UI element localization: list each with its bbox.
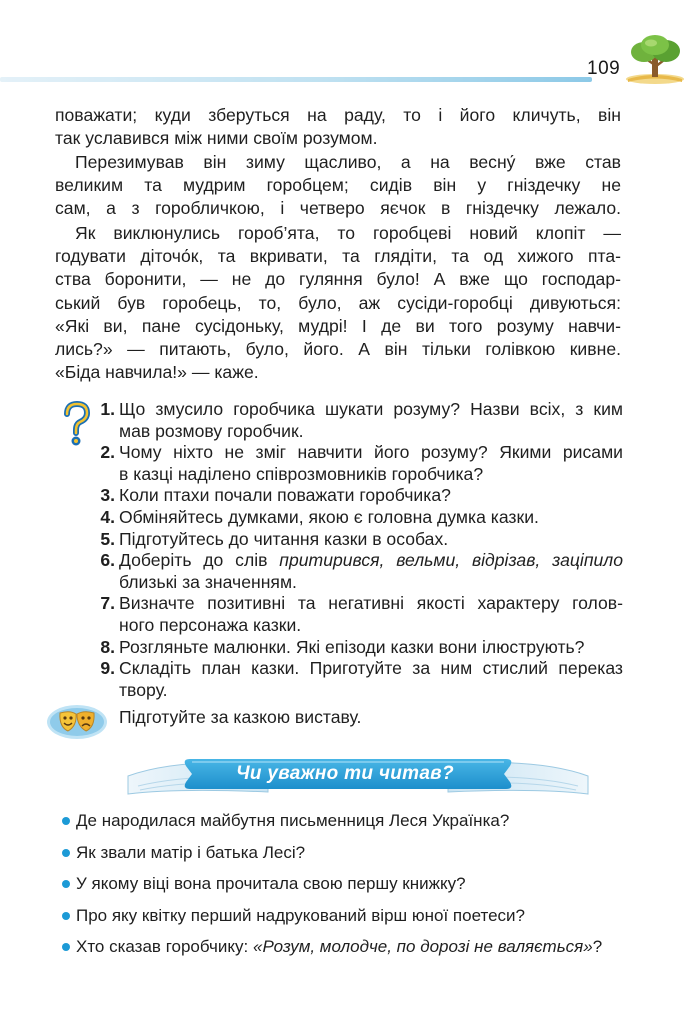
story-line: Як виклюнулись гороб’ята, то горобцеві новий клопіт —: [75, 223, 621, 243]
question-item: [91, 442, 623, 485]
question-text-italic: притирився, вельми, відрізав, заціпило: [279, 550, 624, 571]
story-line: Перезимував він зиму щасливо, а на весну́ вже став: [75, 152, 621, 172]
bullet-dot-icon: [62, 817, 70, 825]
question-text: Чому ніхто не зміг навчити його розуму? Якими рисами: [119, 442, 623, 463]
questions-list: [91, 399, 623, 701]
bullet-dot-icon: [62, 880, 70, 888]
story-paragraph-3: [55, 222, 621, 384]
bullet-dot-icon: [62, 943, 70, 951]
question-item: [91, 593, 623, 636]
question-text: твору.: [119, 679, 168, 700]
question-text: ного персонажа казки.: [119, 614, 302, 635]
question-number: 9.: [100, 658, 115, 679]
question-item: [91, 529, 623, 551]
question-text: Складіть план казки. Приготуйте за ним стислий переказ: [119, 658, 623, 679]
question-number: 7.: [100, 593, 115, 614]
question-text: Визначте позитивні та негативні якості характеру голов-: [119, 593, 623, 614]
question-text: близькі за значенням.: [119, 571, 297, 592]
question-text: [119, 550, 623, 572]
story-line: ства боронити, — не до гуляння було! А вже що господар-: [55, 269, 621, 290]
story-line: «Які ви, пане сусідоньку, мудрі! І де ви того розуму навчи-: [55, 315, 621, 336]
story-line: великим та мудрим горобцем; сидів він у гніздечку не: [55, 175, 621, 196]
story-line: лись?» — питають, було, його. А він тільки голівкою кивне.: [55, 339, 621, 360]
question-item: [91, 658, 623, 701]
quiz-text-plain: Хто сказав горобчику:: [76, 937, 253, 956]
story-line: так уславився між ними своїм розумом.: [55, 128, 378, 149]
story-line: сам, а з горобличкою, і четверо яєчок в гніздечку лежало.: [55, 198, 621, 219]
question-text: Підготуйтесь до читання казки в особах.: [119, 528, 449, 549]
bullet-dot-icon: [62, 912, 70, 920]
quiz-text-italic: «Розум, молодче, по дорозі не валяється»: [252, 937, 593, 956]
question-item: [91, 637, 623, 659]
question-item: [91, 485, 623, 507]
question-text: Коли птахи почали поважати горобчика?: [119, 485, 451, 506]
quiz-text: У якому віці вона прочитала свою першу книжку?: [76, 874, 466, 893]
quiz-text-plain: ?: [592, 937, 603, 956]
quiz-text: Як звали матір і батька Лесі?: [76, 842, 306, 862]
question-item: [91, 507, 623, 529]
story-line: «Біда навчила!» — каже.: [55, 362, 259, 383]
question-item: [91, 399, 623, 442]
quiz-item: [62, 868, 632, 900]
quiz-item: [62, 805, 632, 837]
question-number: 3.: [100, 485, 115, 506]
story-line: годувати діточо́к, та вкривати, та глядіти, та од хижого пта-: [55, 246, 621, 267]
question-text-plain: Доберіть до слів: [119, 550, 280, 571]
story-line: ський був горобець, то, було, аж сусіди-горобці дивуються:: [55, 292, 621, 313]
story-paragraph-1: [55, 104, 621, 150]
header-rule: [0, 77, 592, 82]
question-number: 2.: [100, 442, 115, 463]
quiz-list: [62, 805, 632, 963]
question-text: Що змусило горобчика шукати розуму? Назви всіх, з ким: [119, 399, 623, 419]
quiz-item: [62, 837, 632, 869]
question-mark-icon: [60, 401, 92, 447]
bullet-dot-icon: [62, 849, 70, 857]
quiz-text: Де народилася майбутня письменниця Леся Українка?: [76, 811, 510, 830]
question-number: 8.: [100, 636, 115, 657]
quiz-text: Про яку квітку перший надрукований вірш юної поетеси?: [76, 905, 525, 925]
story-line: поважати; куди зберуться на раду, то і його кличуть, він: [55, 105, 621, 125]
question-number: 1.: [100, 399, 115, 419]
question-number: 4.: [100, 506, 115, 527]
question-text: Обміняйтесь думками, якою є головна думка казки.: [119, 506, 539, 527]
page-number: 109: [587, 58, 621, 79]
tree-book-icon: [624, 35, 686, 85]
question-text: мав розмову горобчик.: [119, 420, 304, 441]
question-item: [91, 550, 623, 593]
question-text: в казці наділено співрозмовників горобчика?: [119, 463, 484, 484]
quiz-title: Чи уважно ти читав?: [236, 763, 454, 784]
theatre-task: Підготуйте за казкою виставу.: [119, 707, 362, 727]
story-paragraph-2: [55, 151, 621, 221]
question-number: 6.: [100, 550, 115, 571]
theatre-masks-icon: [46, 704, 108, 740]
quiz-item: [62, 931, 632, 963]
question-text: Розгляньте малюнки. Які епізоди казки вони ілюструють?: [119, 636, 585, 657]
quiz-item: [62, 900, 632, 932]
question-number: 5.: [100, 528, 115, 549]
